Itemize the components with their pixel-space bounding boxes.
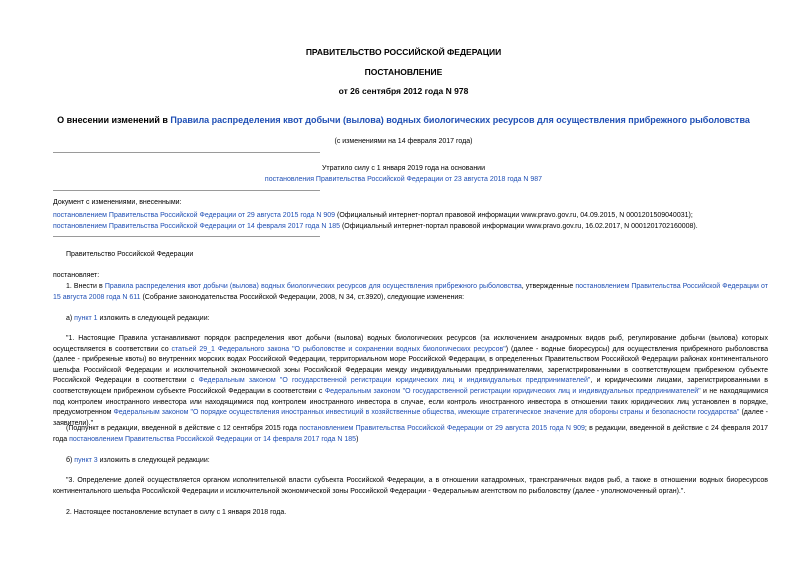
expiry-decree-link[interactable]: постановления Правительства Российской Федерации от 23 августа 2018 года N 987 — [264, 176, 543, 183]
paragraph-2: 2. Настоящее постановление вступает в силу с 1 января 2018 года. — [66, 509, 287, 516]
decree-909-link[interactable]: постановлением Правительства Российской Федерации от 29 августа 2015 года N 909 — [299, 425, 585, 432]
divider — [53, 190, 320, 191]
subparagraph-a: а) пункт 1 изложить в следующей редакции: — [66, 315, 210, 322]
government-header: ПРАВИТЕЛЬСТВО РОССИЙСКОЙ ФЕДЕРАЦИИ — [305, 47, 502, 57]
decrees-word: постановляет: — [53, 272, 100, 279]
change-item: постановлением Правительства Российской Федерации от 29 августа 2015 года N 909 (Официальный интернет-портал правовой информации www.pravo.gov.ru, 04.09.2015, N 0001201509040031); — [53, 212, 693, 219]
change-item: постановлением Правительства Российской Федерации от 14 февраля 2017 года N 185 (Официальный интернет-портал правовой информации www.pravo.gov.ru, 16.02.2017, N 0001201702160008). — [53, 223, 698, 230]
divider — [53, 152, 320, 153]
foreign-investment-law-link[interactable]: Федеральным законом "О порядке осуществления иностранных инвестиций в хозяйственные общества, имеющие стратегическое значение для обороны страны и безопасности государства" — [113, 409, 740, 417]
registration-law-link-2[interactable]: Федеральным законом "О государственной регистрации юридических лиц и индивидуальных предпринимателей" — [324, 387, 701, 395]
expiry-note: Утратило силу с 1 января 2019 года на основании — [321, 165, 486, 172]
point-1-link[interactable]: пункт 1 — [74, 315, 98, 322]
change-link-185[interactable]: постановлением Правительства Российской Федерации от 14 февраля 2017 года N 185 — [53, 223, 340, 230]
article-29-1-link[interactable]: статьей 29_1 Федерального закона "О рыболовстве и сохранении водных биологических ресурсов" — [171, 345, 506, 353]
document-date: от 26 сентября 2012 года N 978 — [338, 86, 469, 96]
edition-note-point-1: (Подпункт в редакции, введенной в действие с 12 сентября 2015 года постановлением Правительства Российской Федерации от 29 августа 2015 года N 909; в редакции, введенной в действие с 24 февраля 2017 года постановлением Правительства Российской Федерации от 14 февраля 2017 года N 185) — [53, 425, 768, 443]
registration-law-link[interactable]: Федеральным законом "О государственной регистрации юридических лиц и индивидуальных предпринимателей" — [198, 377, 591, 385]
quoted-point-1: "1. Настоящие Правила устанавливают порядок распределения квот добычи (вылова) водных биологических ресурсов (за исключением анадромных видов рыб, регулирование добычи (вылова) которых осуществляется в соответствии со статьей 29_1 Федерального закона "О рыболовстве и сохранении водных биологических ресурсов") (далее - водные биоресурсы) для осуществления прибрежного рыболовства (далее - прибрежные квоты) во внутренних морских водах Российской Федерации, территориальном море Российской Федерации, в определенных Правительством Российской Федерации районах континентального шельфа Российской Федерации и исключительной экономической зоны Российской Федерации между индивидуальными предпринимателями, зарегистрированными в соответствующем прибрежном субъекте Российской Федерации в соответствии с Федеральным законом "О государственной регистрации юридических лиц и индивидуальных предпринимателей", и юридическими лицами, зарегистрированными в соответствующем прибрежном субъекте Российской Федерации в соответствии с Федеральным законом "О государственной регистрации юридических лиц и индивидуальных предпринимателей" и не находящимися под контролем иностранного инвестора или находящимися под контролем иностранного инвестора в случае, если контроль иностранного инвестора в отношении таких юридических лиц установлен в порядке, предусмотренном Федеральным законом "О порядке осуществления иностранных инвестиций в хозяйственные общества, имеющие стратегическое значение для обороны страны и безопасности государства" (далее - заявители)." — [53, 335, 769, 427]
point-3-link[interactable]: пункт 3 — [74, 457, 98, 464]
government-ref: Правительство Российской Федерации — [66, 251, 194, 258]
document-title — [0, 115, 807, 125]
decree-611-link[interactable]: постановлением Правительства Российской Федерации от 15 августа 2008 года N 611 — [53, 283, 768, 301]
changes-heading: Документ с изменениями, внесенными: — [53, 199, 182, 206]
change-link-909[interactable]: постановлением Правительства Российской Федерации от 29 августа 2015 года N 909 — [53, 212, 336, 219]
rules-link[interactable]: Правила распределения квот добычи (вылова) водных биологических ресурсов для осуществления прибрежного рыболовства — [104, 283, 522, 290]
title-prefix: О внесении изменений в — [57, 115, 171, 125]
title-rules-link[interactable]: Правила распределения квот добычи (вылова) водных биологических ресурсов для осуществления прибрежного рыболовства — [170, 115, 750, 125]
decree-185-link[interactable]: постановлением Правительства Российской Федерации от 14 февраля 2017 года N 185 — [69, 435, 357, 443]
document-type: ПОСТАНОВЛЕНИЕ — [364, 67, 443, 77]
quoted-point-3: "3. Определение долей осуществляется органом исполнительной власти субъекта Российской Федерации, а в отношении катадромных, трансграничных видов рыб, а также в отношении водных биоресурсов континентального шельфа Российской Федерации и исключительной экономической зоны Российской Федерации - Федеральным агентством по рыболовству (далее - уполномоченный орган).". — [53, 477, 768, 495]
divider — [53, 236, 320, 237]
edition-note: (с изменениями на 14 февраля 2017 года) — [334, 138, 473, 145]
subparagraph-b: б) пункт 3 изложить в следующей редакции: — [66, 457, 210, 464]
paragraph-1: 1. Внести в Правила распределения квот добычи (вылова) водных биологических ресурсов для осуществления прибрежного рыболовства, утвержденные постановлением Правительства Российской Федерации от 15 августа 2008 года N 611 (Собрание законодательства Российской Федерации, 2008, N 34, ст.3920), следующие изменения: — [53, 283, 768, 301]
